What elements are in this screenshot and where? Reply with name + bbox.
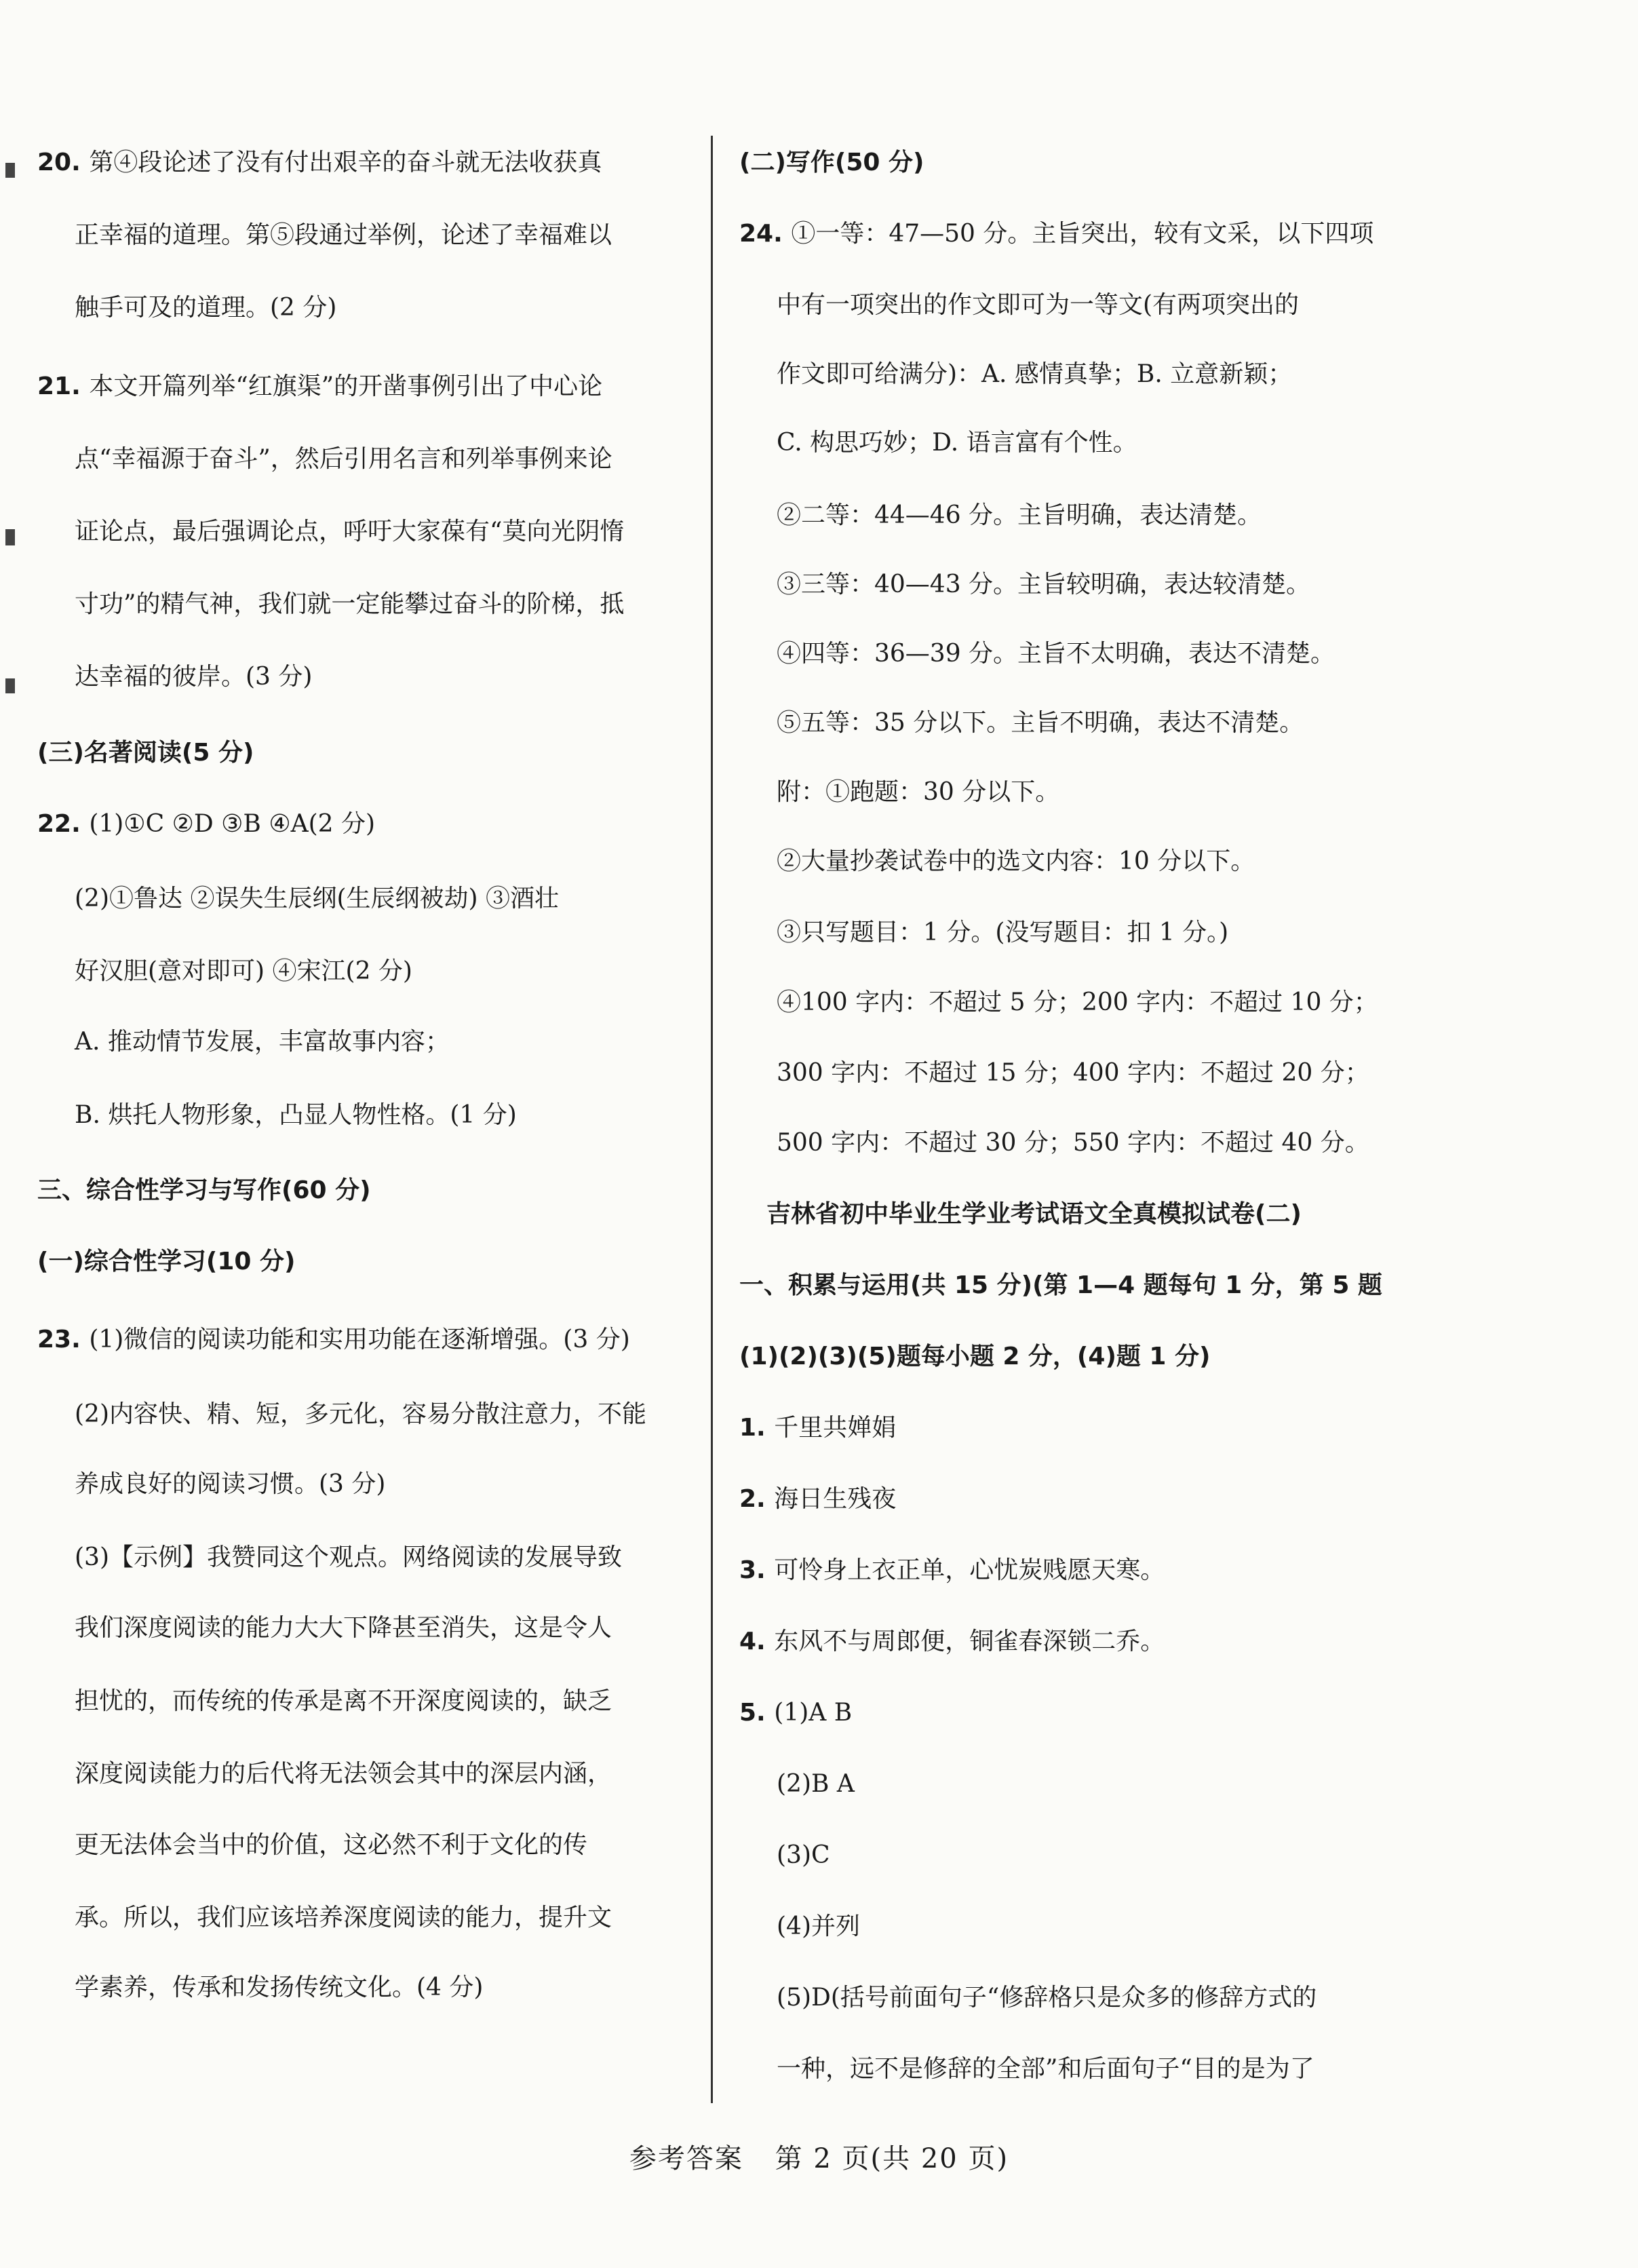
question-number: 5. [739,1699,775,1727]
answer-line [777,982,1378,1023]
answer-text: (4)并列 [777,1913,860,1940]
answer-line [75,951,412,992]
question-number: 23. [37,1326,90,1353]
binding-mark [5,529,15,545]
answer-text: 深度阅读能力的后代将无法领会其中的深层内涵， [75,1760,612,1788]
answer-line [777,285,1299,326]
binding-mark [5,678,15,693]
question-number: 21. [37,372,90,400]
question-number: 20. [37,149,90,176]
answer-text: (3)C [777,1841,830,1869]
answer-line [75,288,336,328]
answer-line [777,841,1255,882]
answer-text: 寸功”的精气神，我们就一定能攀过奋斗的阶梯，抵 [75,590,625,618]
answer-text: A. 推动情节发展，丰富故事内容； [75,1028,450,1056]
answer-text: 一种，远不是修辞的全部”和后面句子“目的是为了 [777,2055,1314,2083]
answer-line [777,772,1059,813]
answer-text: B. 烘托人物形象，凸显人物性格。(1 分) [75,1101,517,1129]
answer-text: ⑤五等：35 分以下。主旨不明确，表达不清楚。 [777,709,1304,737]
answer-line [75,1608,612,1649]
answer-text: 中有一项突出的作文即可为一等文(有两项突出的 [777,291,1300,319]
answer-line [777,1123,1369,1164]
binding-mark [5,163,15,178]
answer-line [739,1550,1165,1591]
answer-line [739,1621,1165,1662]
column-divider [711,136,713,2103]
question-number: 2. [739,1485,775,1513]
answer-line [75,1681,612,1722]
answer-line [75,215,612,256]
answer-text: 点“幸福源于奋斗”，然后引用名言和列举事例来论 [75,445,612,473]
answer-line [75,1022,450,1062]
answer-line [75,1464,385,1505]
answer-line [75,439,612,480]
answer-text: 第④段论述了没有付出艰辛的奋斗就无法收获真 [89,149,602,176]
answer-text: 学素养，传承和发扬传统文化。(4 分) [75,1974,484,2001]
answer-text: ④100 字内：不超过 5 分；200 字内：不超过 10 分； [777,988,1378,1016]
answer-line [777,354,1292,395]
question-number: 22. [37,810,90,838]
answer-text: 担忧的，而传统的传承是离不开深度阅读的，缺乏 [75,1687,612,1715]
answer-text: (2)①鲁达 ②误失生辰纲(生辰纲被劫) ③酒壮 [75,885,559,912]
answer-text: (2)内容快、精、短，多元化，容易分散注意力，不能 [75,1400,646,1428]
answer-text: (1)①C ②D ③B ④A(2 分) [89,810,376,838]
question-number: 3. [739,1556,775,1584]
answer-text: 千里共婵娟 [774,1414,897,1442]
answer-text: 东风不与周郎便，铜雀春深锁二乔。 [774,1628,1165,1655]
answer-line [739,214,1373,254]
answer-line [75,1754,612,1794]
section-heading: 吉林省初中毕业生学业考试语文全真模拟试卷(二) [766,1200,1302,1228]
question-number: 1. [739,1414,775,1442]
answer-line [75,512,624,552]
answer-text: (5)D(括号前面句子“修辞格只是众多的修辞方式的 [777,1984,1317,2012]
answer-line [777,703,1304,744]
answer-text: (1)A B [774,1699,853,1727]
answer-line [777,2049,1314,2090]
answer-line [37,142,602,183]
answer-line [777,1764,855,1805]
section-heading: (1)(2)(3)(5)题每小题 2 分，(4)题 1 分) [739,1343,1211,1370]
answer-text: (1)微信的阅读功能和实用功能在逐渐增强。(3 分) [89,1326,630,1353]
answer-line [37,804,375,845]
answer-line [75,1967,483,2008]
footer-title: 参考答案 [629,2143,743,2174]
section-heading: 三、综合性学习与写作(60 分) [37,1176,371,1204]
answer-line [777,912,1228,953]
answer-line [777,1906,860,1947]
answer-text: 300 字内：不超过 15 分；400 字内：不超过 20 分； [777,1059,1369,1087]
answer-text: (2)B A [777,1770,855,1798]
answer-line [75,1394,646,1435]
answer-text: 正幸福的道理。第⑤段通过举例，论述了幸福难以 [75,221,612,249]
answer-text: ③只写题目：1 分。(没写题目：扣 1 分。) [777,919,1229,946]
answer-line [75,1537,622,1578]
answer-text: 500 字内：不超过 30 分；550 字内：不超过 40 分。 [777,1129,1369,1157]
answer-line [777,423,1137,463]
answer-line [37,366,602,407]
answer-line [777,634,1335,674]
answer-text: C. 构思巧妙；D. 语言富有个性。 [777,429,1137,457]
question-number: 4. [739,1628,775,1655]
page-footer [0,2137,1638,2176]
answer-line [75,1825,587,1866]
answer-line [777,1835,830,1876]
answer-text: ④四等：36—39 分。主旨不太明确，表达不清楚。 [777,640,1335,668]
answer-line [739,1693,852,1733]
answer-text: ③三等：40—43 分。主旨较明确，表达较清楚。 [777,571,1311,598]
answer-text: 证论点，最后强调论点，呼吁大家葆有“莫向光阴惰 [75,518,625,545]
answer-text: 本文开篇列举“红旗渠”的开凿事例引出了中心论 [89,372,603,400]
answer-text: (3)【示例】我赞同这个观点。网络阅读的发展导致 [75,1543,622,1571]
answer-text: ②二等：44—46 分。主旨明确，表达清楚。 [777,501,1262,529]
answer-text: 更无法体会当中的价值，这必然不利于文化的传 [75,1831,588,1859]
answer-line [777,564,1310,605]
section-heading: (三)名著阅读(5 分) [37,739,254,767]
answer-line [777,1978,1317,2018]
answer-line [75,879,559,919]
answer-text: 达幸福的彼岸。(3 分) [75,663,313,691]
footer-page-number: 第 2 页(共 20 页) [775,2143,1009,2174]
answer-text: 作文即可给满分)：A. 感情真挚；B. 立意新颖； [777,360,1293,388]
answer-line [75,1095,517,1136]
section-heading: (一)综合性学习(10 分) [37,1248,296,1275]
answer-text: 养成良好的阅读习惯。(3 分) [75,1470,386,1498]
answer-line [75,1898,612,1938]
answer-line [75,657,312,697]
answer-text: ②大量抄袭试卷中的选文内容：10 分以下。 [777,847,1255,875]
question-number: 24. [739,220,792,248]
answer-line [37,1320,630,1360]
answer-line [777,495,1262,536]
answer-text: 可怜身上衣正单，心忧炭贱愿天寒。 [774,1556,1165,1584]
section-heading: 一、积累与运用(共 15 分)(第 1—4 题每句 1 分，第 5 题 [739,1271,1382,1299]
answer-line [739,1408,896,1448]
answer-text: 好汉胆(意对即可) ④宋江(2 分) [75,957,412,985]
answer-line [739,1479,896,1520]
answer-text: 触手可及的道理。(2 分) [75,294,337,322]
answer-text: 承。所以，我们应该培养深度阅读的能力，提升文 [75,1904,612,1931]
answer-text: 海日生残夜 [774,1485,897,1513]
answer-line [777,1053,1369,1094]
answer-line [75,584,624,625]
answer-text: 附：①跑题：30 分以下。 [777,778,1060,806]
section-heading: (二)写作(50 分) [739,149,924,176]
answer-text: 我们深度阅读的能力大大下降甚至消失，这是令人 [75,1614,612,1642]
answer-text: ①一等：47—50 分。主旨突出，较有文采，以下四项 [791,220,1374,248]
